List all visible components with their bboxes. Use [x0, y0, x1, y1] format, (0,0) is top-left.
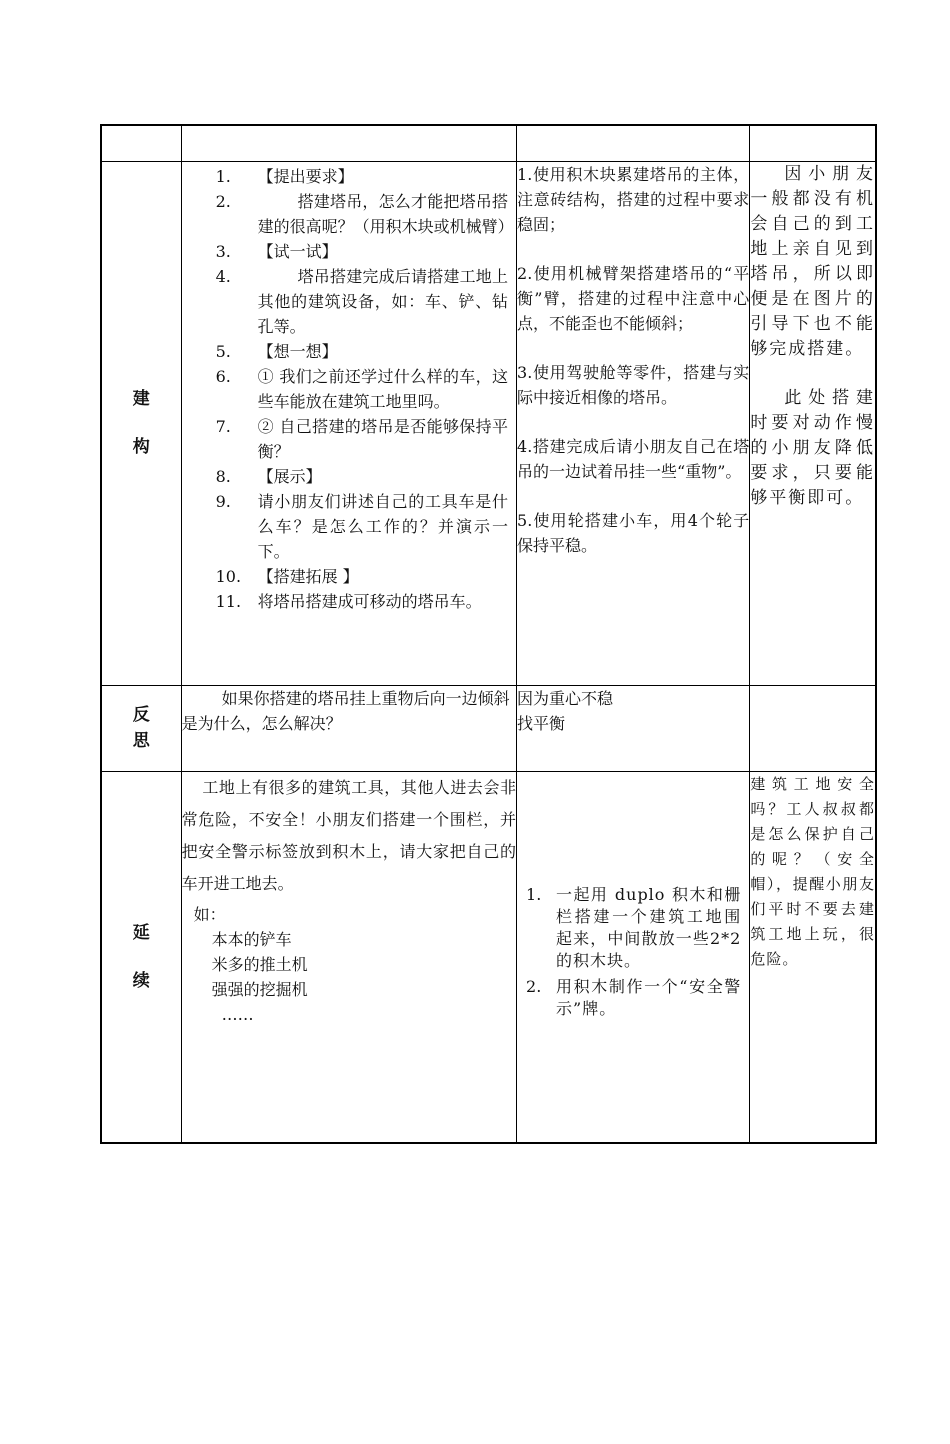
construct-steps-cell — [181, 161, 516, 685]
extend-row — [101, 771, 876, 1143]
extend-steps-cell — [517, 771, 750, 1143]
extend-ellipsis: …… — [221, 1004, 254, 1024]
construct-step — [182, 489, 508, 564]
construct-step — [182, 589, 508, 614]
reflect-answer-line: 因为重心不稳 — [517, 688, 614, 708]
construct-step — [182, 364, 508, 414]
extend-step — [526, 884, 741, 972]
construct-step — [182, 464, 508, 489]
construct-step-number: 3. — [215, 241, 231, 261]
header-cell-4 — [750, 125, 876, 161]
construct-step — [182, 189, 514, 239]
header-cell-3 — [517, 125, 750, 161]
extend-label — [101, 771, 181, 1143]
extend-label-char-2: 续 — [132, 970, 150, 991]
construct-step-number: 2. — [215, 191, 231, 211]
extend-step-number: 1. — [526, 884, 542, 904]
header-row — [101, 125, 876, 161]
construct-step-number: 1. — [215, 166, 231, 186]
construct-label — [101, 161, 181, 685]
requirement-item: 5.使用轮搭建小车，用4个轮子保持平稳。 — [517, 510, 750, 555]
construct-step — [182, 164, 508, 189]
extend-content-cell — [181, 771, 516, 1143]
lesson-plan-table — [100, 124, 877, 1444]
construct-step-text: 【想一想】 — [257, 341, 338, 361]
construct-step-number: 5. — [215, 341, 231, 361]
construct-step-text: 【展示】 — [257, 466, 322, 486]
reflect-question: 如果你搭建的塔吊挂上重物后向一边倾斜是为什么，怎么解决？ — [181, 685, 516, 771]
construct-step-text: 搭建塔吊，怎么才能把塔吊搭建的很高呢？（用积木块或机械臂） — [257, 191, 514, 236]
construct-note: 因小朋友一般都没有机会自己的到工地上亲自见到塔吊，所以即便是在图片的引导下也不能够完成搭建。 — [750, 163, 875, 359]
construct-label-char-1: 建 — [132, 389, 150, 409]
construct-step-text: 【提出要求】 — [257, 166, 354, 186]
construct-step — [182, 414, 508, 464]
construct-step-text: 请小朋友们讲述自己的工具车是什么车？是怎么工作的？并演示一下。 — [257, 491, 509, 561]
construct-step-number: 10. — [215, 566, 242, 586]
requirement-item: 3.使用驾驶舱等零件，搭建与实际中接近相像的塔吊。 — [517, 362, 750, 407]
construct-note: 此处搭建时要对动作慢的小朋友降低要求，只要能够平衡即可。 — [750, 387, 875, 508]
extend-step-number: 2. — [526, 976, 542, 996]
extend-note-cell: 建筑工地安全吗？工人叔叔都是怎么保护自己的呢？（安全帽），提醒小朋友们平时不要去建筑工地上玩，很危险。 — [750, 771, 876, 1143]
extend-example-label: 如： — [193, 904, 226, 924]
header-cell-1 — [101, 125, 181, 161]
construct-steps-list — [182, 162, 516, 614]
extend-paragraph: 工地上有很多的建筑工具，其他人进去会非常危险，不安全！小朋友们搭建一个围栏，并把安全警示标签放到积木上，请大家把自己的车开进工地去。 — [181, 777, 517, 893]
extend-example-item: 本本的铲车 — [211, 929, 292, 949]
reflect-label-char-1: 反 — [132, 705, 150, 725]
construct-step-number: 6. — [215, 366, 231, 386]
construct-step-text: 塔吊搭建完成后请搭建工地上其他的建筑设备，如：车、铲、钻孔等。 — [257, 266, 509, 336]
reflect-answer-cell — [517, 685, 750, 771]
construct-step — [182, 339, 508, 364]
extend-example-item: 强强的挖掘机 — [211, 979, 308, 999]
construct-step-number: 7. — [215, 416, 231, 436]
extend-examples — [182, 902, 516, 1027]
construct-step-text: ① 我们之前还学过什么样的车，这些车能放在建筑工地里吗。 — [257, 366, 509, 411]
extend-step-text: 用积木制作一个“安全警示”牌。 — [556, 976, 742, 1018]
construct-step-text: 将塔吊搭建成可移动的塔吊车。 — [257, 591, 482, 611]
construct-step — [182, 564, 508, 589]
construct-label-char-2: 构 — [132, 437, 150, 457]
extend-steps-list — [517, 772, 749, 1020]
extend-label-char-1: 延 — [132, 922, 150, 943]
construct-requirements-cell — [517, 161, 750, 685]
requirement-item: 1.使用积木块累建塔吊的主体，注意砖结构，搭建的过程中要求稳固； — [517, 164, 750, 234]
reflect-row — [101, 685, 876, 771]
requirement-item: 2.使用机械臂架搭建塔吊的“平衡”臂，搭建的过程中注意中心点，不能歪也不能倾斜； — [517, 263, 750, 333]
construct-step-number: 9. — [215, 491, 231, 511]
construct-step — [182, 239, 508, 264]
header-cell-2 — [181, 125, 516, 161]
construct-step-text: 【试一试】 — [257, 241, 338, 261]
reflect-label — [101, 685, 181, 771]
extend-step-text: 一起用 duplo 积木和栅栏搭建一个建筑工地围起来，中间散放一些2*2的积木块。 — [556, 884, 742, 970]
requirement-item: 4.搭建完成后请小朋友自己在塔吊的一边试着吊挂一些“重物”。 — [517, 436, 750, 481]
reflect-label-char-2: 思 — [132, 731, 150, 751]
construct-step-text: ② 自己搭建的塔吊是否能够保持平衡？ — [257, 416, 509, 461]
extend-step — [526, 976, 741, 1020]
construct-step-number: 11. — [215, 591, 242, 611]
construct-step-number: 8. — [215, 466, 231, 486]
construct-notes-cell — [750, 161, 876, 685]
construct-step — [182, 264, 508, 339]
reflect-notes-cell — [750, 685, 876, 771]
construct-row — [101, 161, 876, 685]
construct-step-number: 4. — [215, 266, 231, 286]
construct-step-text: 【搭建拓展 】 — [257, 566, 359, 586]
extend-example-item: 米多的推土机 — [211, 954, 308, 974]
reflect-answer-line: 找平衡 — [517, 713, 566, 733]
